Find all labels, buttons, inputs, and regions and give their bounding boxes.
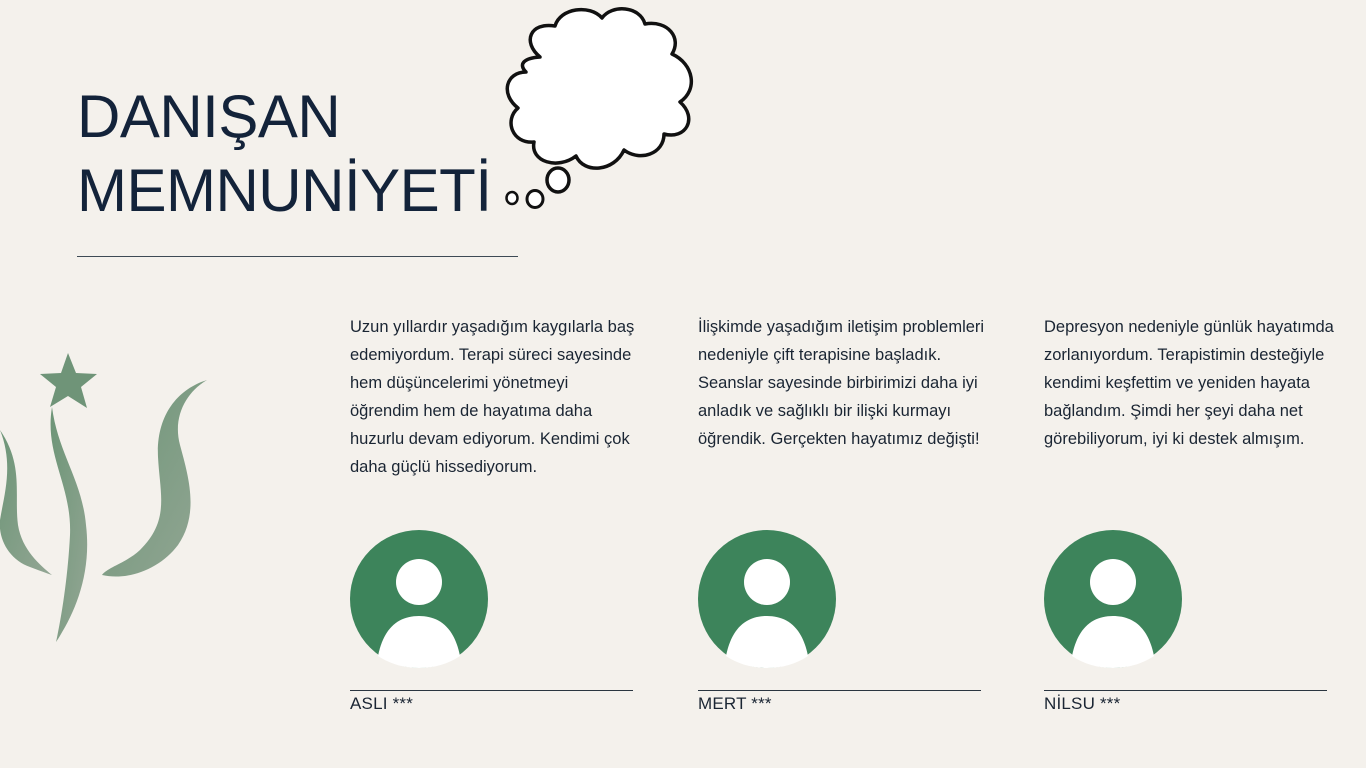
title-divider <box>77 256 518 257</box>
slide-title <box>77 80 492 228</box>
thought-bubble-icon <box>500 0 705 212</box>
card-divider <box>1044 690 1327 691</box>
testimonial-quote: Uzun yıllardır yaşadığım kaygılarla baş edemiyordum. Terapi süreci sayesinde hem düşüncelerimi yönetmeyi öğrendim hem de hayatıma daha huzurlu devam ediyorum. Kendimi çok daha güçlü hissediyorum. <box>350 318 635 476</box>
user-avatar-icon <box>698 530 836 668</box>
testimonial-card-1 <box>350 313 640 713</box>
card-divider <box>698 690 981 691</box>
card-divider <box>350 690 633 691</box>
testimonial-name: NİLSU *** <box>1044 694 1121 713</box>
title-line-1: DANIŞAN <box>77 83 341 150</box>
testimonial-name: MERT *** <box>698 694 772 713</box>
title-line-2: MEMNUNİYETİ <box>77 157 492 224</box>
user-avatar-icon <box>1044 530 1182 668</box>
user-avatar-icon <box>350 530 488 668</box>
testimonial-card-3 <box>1044 313 1334 713</box>
testimonial-quote: Depresyon nedeniyle günlük hayatımda zorlanıyordum. Terapistimin desteğiyle kendimi keşfettim ve yeniden hayata bağlandım. Şimdi her şeyi daha net görebiliyorum, iyi ki destek almışım. <box>1044 318 1334 448</box>
testimonial-card-2 <box>698 313 988 713</box>
plant-star-icon <box>0 345 215 645</box>
testimonial-name: ASLI *** <box>350 694 414 713</box>
testimonial-quote: İlişkimde yaşadığım iletişim problemleri nedeniyle çift terapisine başladık. Seanslar sayesinde birbirimizi daha iyi anladık ve sağlıklı bir ilişki kurmayı öğrendik. Gerçekten hayatımız değişti! <box>698 318 985 448</box>
